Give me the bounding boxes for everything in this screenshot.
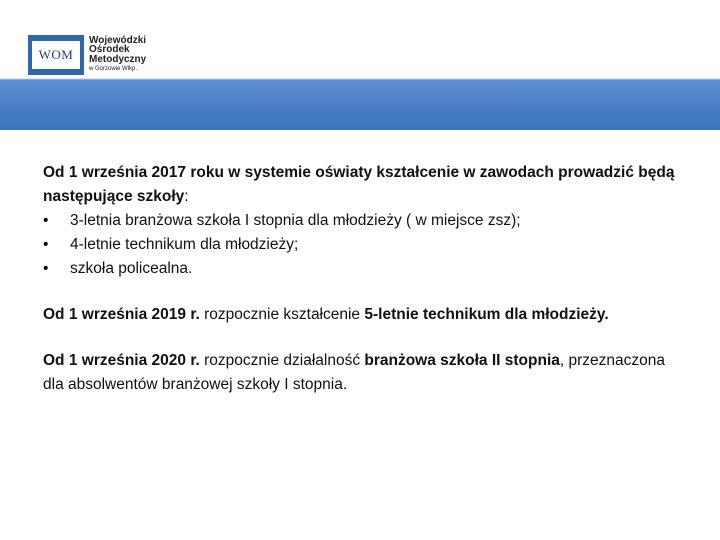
wom-logo-text — [89, 36, 146, 75]
spacer — [43, 327, 683, 349]
paragraph-2017 — [43, 161, 683, 209]
paragraph-2020-bold: branżowa szkoła II stopnia — [364, 352, 560, 369]
paragraph-2019-text: rozpocznie kształcenie — [199, 306, 365, 323]
paragraph-2017-colon: : — [184, 188, 189, 205]
school-types-list — [43, 209, 683, 281]
logo-subline: w Gorzowie Wlkp. — [89, 66, 138, 72]
paragraph-2020-date: Od 1 września 2020 r. — [43, 352, 200, 369]
list-item: • 3-letnia branżowa szkoła I stopnia dla młodzieży ( w miejsce zsz); — [43, 209, 683, 233]
wom-logo — [28, 34, 146, 76]
wom-logo-badge — [28, 35, 84, 75]
logo-line-2: Ośrodek — [89, 44, 130, 55]
list-item: • szkoła policealna. — [43, 257, 683, 281]
spacer — [43, 281, 683, 303]
slide-content — [43, 161, 683, 397]
logo-line-1: Wojewódzki — [89, 34, 147, 46]
paragraph-2020-end: , przeznaczona dla absolwentów branżowej szkoły I stopnia. — [43, 352, 666, 393]
logo-line-3: Metodyczny — [89, 53, 147, 65]
list-item: • 4-letnie technikum dla młodzieży; — [43, 233, 683, 257]
wom-logo-badge-text: WOM — [32, 41, 80, 69]
paragraph-2020 — [43, 349, 683, 397]
paragraph-2020-text: rozpocznie działalność — [199, 352, 365, 369]
paragraph-2019-bold-end: 5-letnie technikum dla młodzieży. — [364, 306, 609, 323]
paragraph-2019 — [43, 303, 683, 327]
paragraph-2017-bold: Od 1 września 2017 roku w systemie oświaty kształcenie w zawodach prowadzić będą następujące szkoły — [43, 164, 675, 205]
paragraph-2019-date: Od 1 września 2019 r. — [43, 306, 200, 323]
